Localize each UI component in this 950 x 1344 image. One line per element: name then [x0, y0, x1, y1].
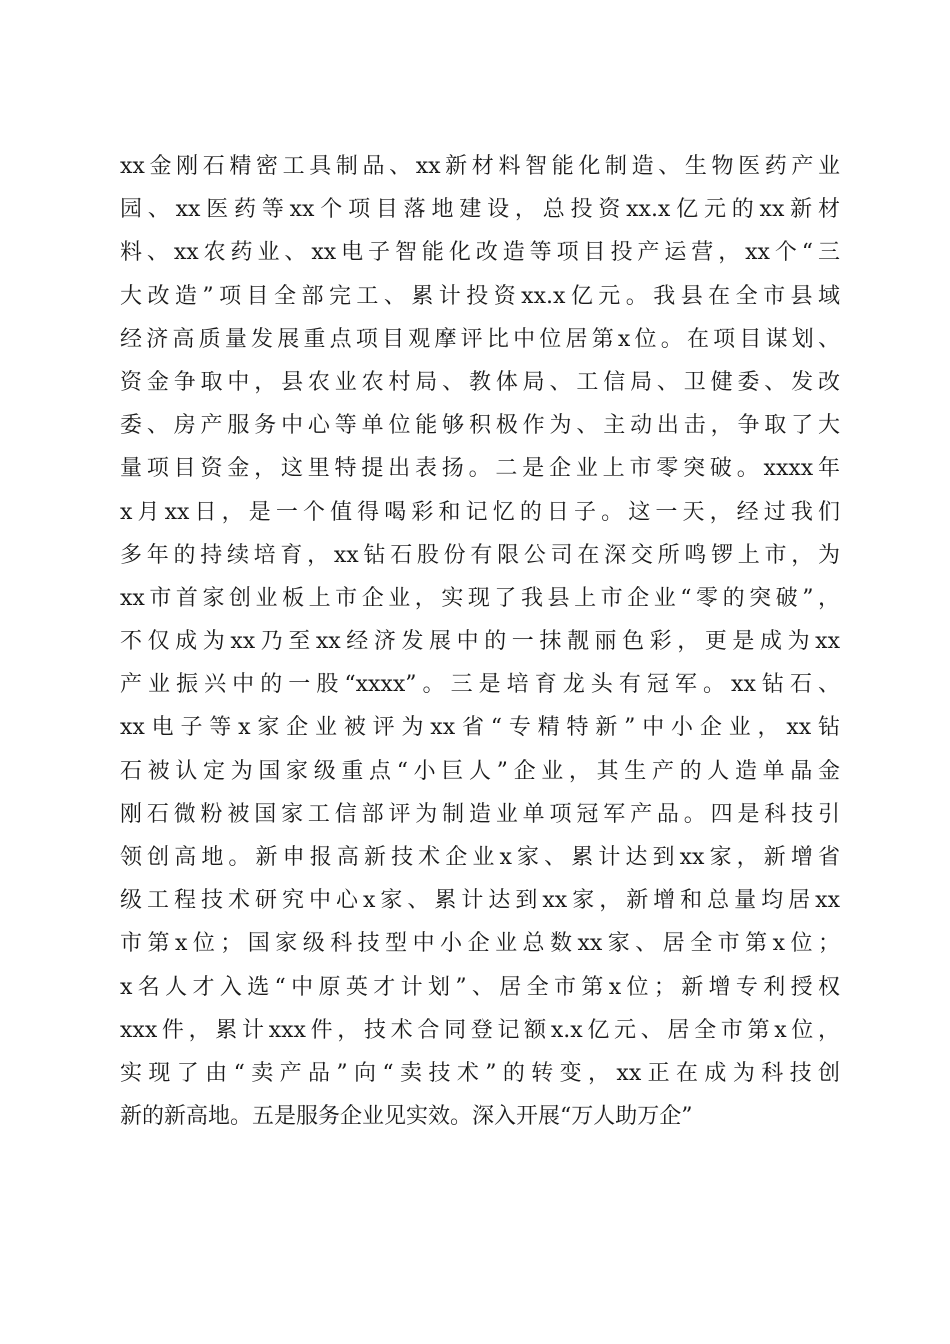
- text-line: 多年的持续培育，xx钻石股份有限公司在深交所鸣锣上市，为: [120, 542, 840, 568]
- text-line: xx市首家创业板上市企业，实现了我县上市企业“零的突破”，: [120, 585, 840, 611]
- body-text: [120, 145, 840, 1138]
- text-line: xx金刚石精密工具制品、xx新材料智能化制造、生物医药产业: [120, 154, 840, 179]
- text-line: 委、房产服务中心等单位能够积极作为、主动出击，争取了大: [120, 413, 840, 439]
- text-line: 实现了由“卖产品”向“卖技术”的转变，xx正在成为科技创: [120, 1060, 840, 1086]
- text-line: 领创高地。新申报高新技术企业x家、累计达到xx家，新增省: [120, 845, 840, 870]
- text-line: 石被认定为国家级重点“小巨人”企业，其生产的人造单晶金: [120, 758, 840, 784]
- text-line: x月xx日，是一个值得喝彩和记忆的日子。这一天，经过我们: [120, 499, 840, 525]
- text-line: 产业振兴中的一股“xxxx”。三是培育龙头有冠军。xx钻石、: [120, 672, 840, 698]
- text-line: 园、xx医药等xx个项目落地建设，总投资xx.x亿元的xx新材: [120, 197, 840, 223]
- text-line: 经济高质量发展重点项目观摩评比中位居第x位。在项目谋划、: [120, 326, 840, 352]
- text-line: 新的新高地。五是服务企业见实效。深入开展“万人助万企”: [120, 1104, 693, 1130]
- text-line: xx电子等x家企业被评为xx省“专精特新”中小企业，xx钻: [120, 715, 840, 741]
- text-line: 市第x位；国家级科技型中小企业总数xx家、居全市第x位；: [120, 931, 840, 957]
- text-line: 资金争取中，县农业农村局、教体局、工信局、卫健委、发改: [120, 369, 840, 395]
- text-line: 大改造”项目全部完工、累计投资xx.x亿元。我县在全市县域: [120, 283, 840, 309]
- text-line: 料、xx农药业、xx电子智能化改造等项目投产运营，xx个“三: [120, 240, 840, 266]
- text-line: xxx件，累计xxx件，技术合同登记额x.x亿元、居全市第x位，: [120, 1017, 840, 1043]
- text-line: 不仅成为xx乃至xx经济发展中的一抹靓丽色彩，更是成为xx: [120, 629, 840, 655]
- text-line: 量项目资金，这里特提出表扬。二是企业上市零突破。xxxx年: [120, 456, 840, 482]
- text-line: 刚石微粉被国家工信部评为制造业单项冠军产品。四是科技引: [120, 801, 840, 827]
- text-line: x名人才入选“中原英才计划”、居全市第x位；新增专利授权: [120, 974, 840, 1000]
- text-line: 级工程技术研究中心x家、累计达到xx家，新增和总量均居xx: [120, 888, 840, 914]
